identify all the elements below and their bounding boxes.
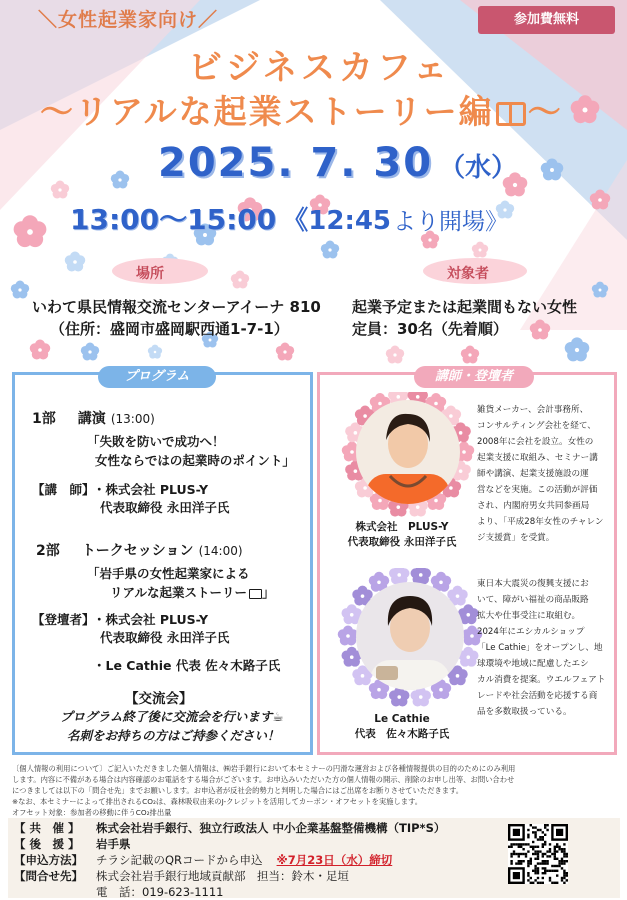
open-time: 《12:45 xyxy=(282,206,392,236)
bio-line: 2008年に会社を設立。女性の xyxy=(477,437,594,447)
flower-icon xyxy=(148,345,162,359)
part2-time: (14:00) xyxy=(198,544,243,558)
flower-icon xyxy=(14,215,47,247)
flower-icon xyxy=(565,337,590,361)
part1-header xyxy=(32,408,155,428)
bio-line: より、「平成28年女性のチャレン xyxy=(477,517,604,527)
speaker-tab: 講師・登壇者 xyxy=(414,366,534,388)
part2-heading xyxy=(82,540,243,560)
flower-icon xyxy=(65,252,85,272)
privacy-line: オフセット対象：参加者の移動に伴うCO₂排出量 xyxy=(12,808,172,817)
panelist-company: ・株式会社 PLUS-Y xyxy=(93,612,209,627)
speaker1-photo xyxy=(356,400,460,504)
flower-icon xyxy=(51,181,69,199)
flower-icon xyxy=(321,241,339,259)
support-text: 岩手県 xyxy=(96,837,131,851)
host-text: 株式会社岩手銀行、独立行政法人 中小企業基盤整備機構（TIP*S） xyxy=(96,821,446,835)
host-label: 【 共 催 】 xyxy=(14,821,80,835)
part1-title-1: 「失敗を防いで成功へ！ xyxy=(87,434,225,449)
apply-label: 【申込方法】 xyxy=(14,853,83,867)
speaker1-caption-1: 株式会社 PLUS-Y xyxy=(355,521,449,533)
bio-line: 起業支援に取組み、セミナー講 xyxy=(477,453,598,463)
lecturer-label: 【講 師】 xyxy=(32,482,95,497)
target-tag: 対象者 xyxy=(447,266,489,282)
part2-title-1: 「岩手県の女性起業家による xyxy=(87,566,250,581)
speaker1-caption-2: 代表取締役 永田洋子氏 xyxy=(347,536,457,548)
apply-row xyxy=(14,852,504,868)
venue-name: いわて県民情報交流センターアイーナ 810 xyxy=(32,298,321,316)
bio-line: 品を多数取扱っている。 xyxy=(477,707,572,717)
lecturer-company: ・株式会社 PLUS-Y xyxy=(93,482,209,497)
part1-title-2: 女性ならではの起業時のポイント」 xyxy=(95,453,295,468)
flower-icon xyxy=(30,340,50,360)
event-time xyxy=(70,198,508,238)
panelist-1-name: 代表取締役 永田洋子氏 xyxy=(100,630,230,645)
bio-line: 師や講演、起業支援施設の運 xyxy=(477,469,589,479)
bio-line: 球環境や地域に配慮したエシ xyxy=(477,659,589,669)
book-icon xyxy=(249,589,262,599)
bio-line: 東日本大震災の復興支援にお xyxy=(477,579,589,589)
speaker2-caption-2: 代表 佐々木路子氏 xyxy=(354,728,450,740)
venue-tag: 場所 xyxy=(136,266,164,282)
deadline-text: ※7月23日（水）締切 xyxy=(276,853,393,867)
flower-icon xyxy=(81,343,99,361)
date-text: 2025. 7. 30 xyxy=(158,140,434,186)
title-line2-text: ～リアルな起業ストーリー編 xyxy=(40,92,494,131)
speaker2-bio xyxy=(477,576,615,720)
phone-text: 電 話：019-623-1111 xyxy=(96,885,224,899)
open-suffix: より開場》 xyxy=(393,209,509,235)
lecturer-name: 代表取締役 永田洋子氏 xyxy=(100,500,230,515)
part1-head-text: 講演 xyxy=(77,411,106,427)
bio-line: され、内閣府男女共同参画局 xyxy=(477,501,590,511)
contact-text: 株式会社岩手銀行地域貢献部 担当：鈴木・足垣 xyxy=(96,869,349,883)
contact-row xyxy=(14,868,504,884)
part1-number: 1部 xyxy=(32,411,56,427)
footer-info xyxy=(14,820,504,900)
exchange-line-2: 名刺をお持ちの方はご持参ください！ xyxy=(67,728,280,743)
free-admission-badge: 参加費無料 xyxy=(478,6,615,34)
part2-header xyxy=(36,540,243,560)
part2-number: 2部 xyxy=(36,543,60,559)
event-title-line1: ビジネスカフェ xyxy=(188,48,452,88)
bio-line: カル消費を提案。ウエルフェアト xyxy=(477,675,606,685)
speaker1-bio xyxy=(477,402,615,546)
time-text: 13:00～15:00 xyxy=(70,203,277,236)
part2-title-2: リアルな起業ストーリー xyxy=(110,585,248,600)
flower-icon xyxy=(111,171,129,189)
part2-title-2-wrap: リアルな起業ストーリー 」 xyxy=(110,585,275,600)
speaker2-photo xyxy=(356,582,464,690)
exchange-heading: 【交流会】 xyxy=(125,691,193,707)
capacity: 定員：30名（先着順） xyxy=(352,320,508,338)
support-label: 【 後 援 】 xyxy=(14,837,80,851)
privacy-line: 〔個人情報の利用について〕ご記入いただきました個人情報は、㈱岩手銀行において本セミナーの円滑な運営および各種情報提供の目的のためにのみ利用 xyxy=(12,764,516,773)
bio-line: 「Le Cathie」をオープンし、地 xyxy=(477,643,603,653)
part2-head-text: トークセッション xyxy=(81,543,194,559)
bio-line: 2024年にエシカルショップ xyxy=(477,627,585,637)
contact-label: 【問合せ先】 xyxy=(14,869,83,883)
event-title-line2 xyxy=(40,86,563,133)
support-row xyxy=(14,836,504,852)
privacy-notice xyxy=(12,763,617,818)
bio-line: コンサルティング会社を経て、 xyxy=(477,421,596,431)
bio-line: いて、障がい福祉の商品販路 xyxy=(477,595,589,605)
title-line2-end: ～ xyxy=(527,92,563,131)
bio-line: 営などを実施。この活動が評価 xyxy=(477,485,598,495)
exchange-line-1: プログラム終了後に交流会を行います xyxy=(60,709,273,724)
flower-icon xyxy=(276,343,294,361)
part1-heading xyxy=(78,408,155,428)
flower-icon xyxy=(386,346,404,364)
day-of-week: （水） xyxy=(439,153,518,183)
part1-time: (13:00) xyxy=(110,412,155,426)
bio-line: ジ支援賞」を受賞。 xyxy=(477,533,555,543)
bio-line: 拡大や仕事受注に取組む。 xyxy=(477,611,581,621)
panel-label: 【登壇者】 xyxy=(32,612,95,627)
flower-icon xyxy=(11,281,29,299)
target-audience: 起業予定または起業間もない女性 xyxy=(352,298,578,316)
flower-icon xyxy=(461,346,479,364)
event-date xyxy=(158,140,517,192)
privacy-line: につきましては以下の「問合せ先」までお願いします。お申込者が反社会的勢力と判明した場合にはご出席をお断りさせていただきます。 xyxy=(12,786,464,795)
coffee-icon: ☕ xyxy=(272,709,284,724)
exchange-line-1-wrap xyxy=(60,707,284,725)
speaker2-caption-1: Le Cathie xyxy=(374,713,430,725)
privacy-line: します。内容に不備がある場合は内容確認のお電話をする場合がございます。お申込みいただいた方の個人情報の開示、削除のお申し出等、お問い合わせ xyxy=(12,775,515,784)
host-row xyxy=(14,820,504,836)
privacy-line: ※なお、本セミナーによって排出されるCO₂は、森林吸収由来のJ-クレジットを活用してカーボン・オフセットを実施します。 xyxy=(12,797,423,806)
event-subtitle: ＼女性起業家向け／ xyxy=(38,9,219,31)
venue-address: （住所：盛岡市盛岡駅西通1-7-1） xyxy=(50,320,289,338)
flower-icon xyxy=(231,271,249,289)
apply-text: チラシ記載のQRコードから申込 xyxy=(96,853,263,867)
program-tab: プログラム xyxy=(98,366,216,388)
book-icon xyxy=(496,102,526,126)
bio-line: 雑貨メーカー、会計事務所、 xyxy=(477,405,589,415)
qr-code-icon[interactable] xyxy=(508,824,568,884)
bio-line: レードや社会活動を応援する商 xyxy=(477,691,598,701)
panelist-2: ・Le Cathie 代表 佐々木路子氏 xyxy=(93,658,281,673)
